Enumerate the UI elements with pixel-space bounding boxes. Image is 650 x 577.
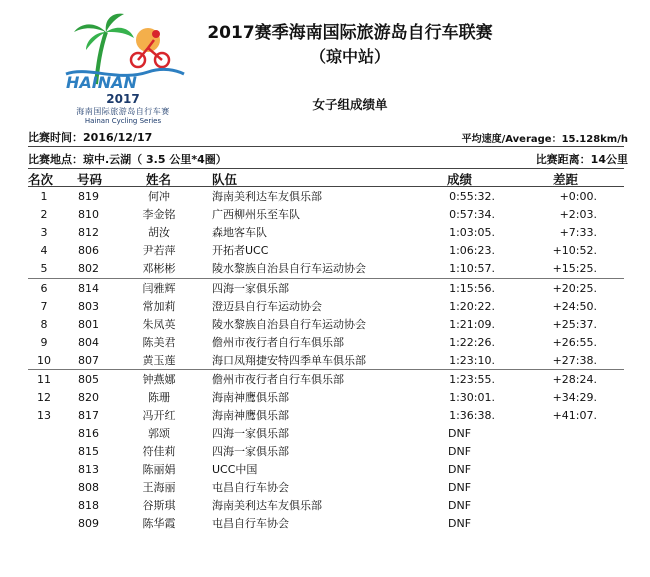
rank-cell: 11 — [37, 373, 51, 386]
name-cell: 闫雅辉 — [142, 282, 176, 295]
team-cell: 四海一家俱乐部 — [212, 427, 289, 440]
team-cell: 森地客车队 — [212, 226, 267, 239]
bib-cell: 815 — [78, 445, 99, 458]
team-cell: 陵水黎族自治县自行车运动协会 — [212, 262, 366, 275]
gap-cell: +7:33. — [559, 226, 597, 239]
name-cell: 陈华霞 — [142, 517, 176, 530]
time-cell: 1:15:56. — [449, 282, 495, 295]
table-row — [0, 206, 650, 224]
table-row — [0, 407, 650, 425]
bib-cell: 806 — [78, 244, 99, 257]
rank-cell: 7 — [40, 300, 48, 313]
time-cell: 0:57:34. — [449, 208, 495, 221]
bib-cell: 805 — [78, 373, 99, 386]
bib-cell: 809 — [78, 517, 99, 530]
table-row — [0, 461, 650, 479]
name-cell: 朱凤英 — [142, 318, 176, 331]
bib-cell: 814 — [78, 282, 99, 295]
time-cell: 1:22:26. — [449, 336, 495, 349]
name-cell: 陈丽娟 — [142, 463, 176, 476]
name-cell: 邓彬彬 — [142, 262, 176, 275]
time-cell: 0:55:32. — [449, 190, 495, 203]
gap-cell: +15:25. — [552, 262, 597, 275]
average-speed: 平均速度/Average：15.128km/h — [461, 134, 628, 145]
column-header-gap: 差距 — [553, 172, 579, 187]
gap-cell: +20:25. — [552, 282, 597, 295]
table-row — [0, 352, 650, 370]
rank-cell: 10 — [37, 354, 51, 367]
bib-cell: 813 — [78, 463, 99, 476]
time-cell: 1:23:10. — [449, 354, 495, 367]
rank-cell: 12 — [37, 391, 51, 404]
bib-cell: 804 — [78, 336, 99, 349]
bib-cell: 801 — [78, 318, 99, 331]
table-row — [0, 242, 650, 260]
gap-cell: +25:37. — [552, 318, 597, 331]
bib-cell: 817 — [78, 409, 99, 422]
table-row — [0, 479, 650, 497]
time-cell: DNF — [448, 445, 472, 458]
logo-year: 2017 — [106, 92, 140, 106]
bib-cell: 803 — [78, 300, 99, 313]
group-divider — [28, 278, 624, 279]
name-cell: 常加莉 — [142, 300, 176, 313]
divider — [28, 168, 624, 169]
logo-cn-name: 海南国际旅游岛自行车赛 — [76, 107, 170, 116]
gap-cell: +28:24. — [552, 373, 597, 386]
time-cell: DNF — [448, 463, 472, 476]
name-cell: 钟燕娜 — [142, 373, 176, 386]
rank-cell: 13 — [37, 409, 51, 422]
bib-cell: 819 — [78, 190, 99, 203]
race-location: 比赛地点：琼中.云湖（ 3.5 公里*4圈） — [28, 153, 227, 166]
table-row — [0, 334, 650, 352]
team-cell: 海口凤翔捷安特四季单车俱乐部 — [212, 354, 366, 367]
time-cell: DNF — [448, 481, 472, 494]
team-cell: 海南神鹰俱乐部 — [212, 391, 289, 404]
name-cell: 黄玉莲 — [142, 354, 176, 367]
team-cell: 陵水黎族自治县自行车运动协会 — [212, 318, 366, 331]
team-cell: 四海一家俱乐部 — [212, 445, 289, 458]
race-date: 比赛时间：2016/12/17 — [28, 131, 153, 144]
gap-cell: +10:52. — [552, 244, 597, 257]
time-cell: DNF — [448, 427, 472, 440]
name-cell: 陈美君 — [142, 336, 176, 349]
team-cell: 儋州市夜行者自行车俱乐部 — [212, 336, 344, 349]
gap-cell: +34:29. — [552, 391, 597, 404]
logo-en-name: Hainan Cycling Series — [84, 117, 162, 125]
bib-cell: 818 — [78, 499, 99, 512]
time-cell: DNF — [448, 499, 472, 512]
rank-cell: 8 — [40, 318, 48, 331]
bib-cell: 802 — [78, 262, 99, 275]
time-cell: DNF — [448, 517, 472, 530]
bib-cell: 810 — [78, 208, 99, 221]
rank-cell: 9 — [40, 336, 48, 349]
column-header-time: 成绩 — [447, 172, 473, 187]
name-cell: 何冲 — [148, 190, 170, 203]
rank-cell: 6 — [40, 282, 48, 295]
team-cell: 澄迈县自行车运动协会 — [212, 300, 322, 313]
team-cell: 屯昌自行车协会 — [212, 517, 289, 530]
rank-cell: 1 — [40, 190, 48, 203]
name-cell: 冯开红 — [142, 409, 176, 422]
gap-cell: +0:00. — [559, 190, 597, 203]
table-row — [0, 298, 650, 316]
team-cell: 海南神鹰俱乐部 — [212, 409, 289, 422]
category-title: 女子组成绩单 — [312, 97, 388, 112]
gap-cell: +24:50. — [552, 300, 597, 313]
time-cell: 1:23:55. — [449, 373, 495, 386]
time-cell: 1:36:38. — [449, 409, 495, 422]
stage-title: （琼中站） — [309, 47, 390, 66]
name-cell: 李金铭 — [142, 208, 176, 221]
rank-cell: 3 — [40, 226, 48, 239]
name-cell: 尹若萍 — [142, 244, 176, 257]
logo-brand-text: HAINAN — [66, 73, 137, 90]
rank-cell: 5 — [40, 262, 48, 275]
bib-cell: 820 — [78, 391, 99, 404]
name-cell: 符佳莉 — [142, 445, 176, 458]
rank-cell: 2 — [40, 208, 48, 221]
bib-cell: 816 — [78, 427, 99, 440]
name-cell: 王海丽 — [142, 481, 176, 494]
bib-cell: 812 — [78, 226, 99, 239]
team-cell: 海南美利达车友俱乐部 — [212, 190, 322, 203]
time-cell: 1:03:05. — [449, 226, 495, 239]
table-row — [0, 389, 650, 407]
name-cell: 谷斯琪 — [142, 499, 176, 512]
page-title: 2017赛季海南国际旅游岛自行车联赛 — [207, 23, 493, 43]
bib-cell: 808 — [78, 481, 99, 494]
table-row — [0, 280, 650, 298]
team-cell: 屯昌自行车协会 — [212, 481, 289, 494]
table-row — [0, 443, 650, 461]
table-row — [0, 515, 650, 533]
gap-cell: +2:03. — [559, 208, 597, 221]
bib-cell: 807 — [78, 354, 99, 367]
name-cell: 胡汝 — [148, 226, 170, 239]
team-cell: UCC中国 — [212, 463, 258, 476]
time-cell: 1:06:23. — [449, 244, 495, 257]
column-header-bib: 号码 — [77, 172, 103, 187]
table-row — [0, 497, 650, 515]
table-row — [0, 224, 650, 242]
column-header-rank: 名次 — [28, 172, 54, 187]
team-cell: 开拓者UCC — [212, 244, 269, 257]
team-cell: 儋州市夜行者自行车俱乐部 — [212, 373, 344, 386]
time-cell: 1:30:01. — [449, 391, 495, 404]
time-cell: 1:21:09. — [449, 318, 495, 331]
rank-cell: 4 — [40, 244, 48, 257]
team-cell: 海南美利达车友俱乐部 — [212, 499, 322, 512]
column-header-team: 队伍 — [212, 172, 238, 187]
divider — [28, 146, 624, 147]
gap-cell: +27:38. — [552, 354, 597, 367]
name-cell: 郭颂 — [148, 427, 170, 440]
gap-cell: +26:55. — [552, 336, 597, 349]
gap-cell: +41:07. — [552, 409, 597, 422]
team-cell: 广西柳州乐至车队 — [212, 208, 300, 221]
time-cell: 1:20:22. — [449, 300, 495, 313]
divider — [28, 186, 624, 187]
table-row — [0, 425, 650, 443]
team-cell: 四海一家俱乐部 — [212, 282, 289, 295]
name-cell: 陈珊 — [148, 391, 170, 404]
race-distance: 比赛距离：14公里 — [535, 153, 628, 166]
table-row — [0, 371, 650, 389]
column-header-name: 姓名 — [146, 172, 172, 187]
time-cell: 1:10:57. — [449, 262, 495, 275]
table-row — [0, 260, 650, 278]
table-row — [0, 316, 650, 334]
table-row — [0, 188, 650, 206]
